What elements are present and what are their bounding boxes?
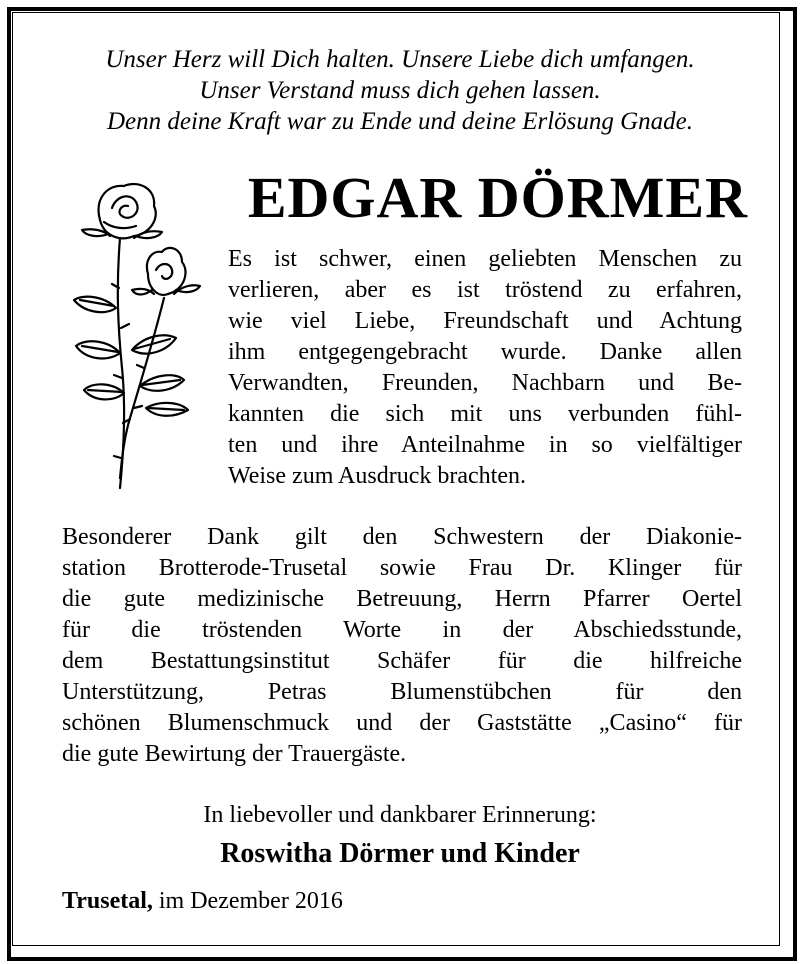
motto-line: Denn deine Kraft war zu Ende und deine Erlösung Gnade.	[106, 108, 694, 135]
thanks-paragraph	[228, 244, 742, 492]
motto-line: Unser Herz will Dich halten. Unsere Liebe dich umfangen.	[105, 46, 695, 73]
paragraph-line: verlieren, aber es ist tröstend zu erfahren,	[228, 277, 742, 303]
signers: Roswitha Dörmer und Kinder	[220, 838, 580, 869]
date: im Dezember 2016	[158, 888, 343, 914]
paragraph-line: schönen Blumenschmuck und der Gaststätte „Casino“ für	[62, 710, 742, 736]
paragraph-line: Weise zum Ausdruck brachten.	[228, 463, 526, 489]
rose-icon	[64, 178, 214, 498]
paragraph-line: Es ist schwer, einen geliebten Menschen zu	[228, 246, 742, 272]
paragraph-line: ten und ihre Anteilnahme in so vielfältiger	[228, 432, 742, 458]
motto-line: Unser Verstand muss dich gehen lassen.	[199, 77, 601, 104]
paragraph-line: kannten die sich mit uns verbunden fühl-	[228, 401, 742, 427]
paragraph-line: für die tröstenden Worte in der Abschiedsstunde,	[62, 617, 742, 643]
paragraph-line: die gute medizinische Betreuung, Herrn Pfarrer Oertel	[62, 586, 742, 612]
closing-line: In liebevoller und dankbarer Erinnerung:	[203, 802, 597, 828]
motto-verse	[20, 44, 780, 137]
paragraph-line: Verwandten, Freunden, Nachbarn und Be-	[228, 370, 742, 396]
paragraph-line: die gute Bewirtung der Trauergäste.	[62, 741, 407, 767]
paragraph-line: wie viel Liebe, Freundschaft und Achtung	[228, 308, 742, 334]
deceased-name: EDGAR DÖRMER	[247, 165, 748, 230]
paragraph-line: ihm entgegengebracht wurde. Danke allen	[228, 339, 742, 365]
paragraph-line: Besonderer Dank gilt den Schwestern der Diakonie-	[62, 524, 742, 550]
place: Trusetal,	[62, 888, 153, 914]
paragraph-line: station Brotterode-Trusetal sowie Frau Dr. Klinger für	[62, 555, 742, 581]
place-date	[62, 886, 662, 917]
paragraph-line: dem Bestattungsinstitut Schäfer für die hilfreiche	[62, 648, 742, 674]
paragraph-line: Unterstützung, Petras Blumenstübchen für den	[62, 679, 742, 705]
special-thanks-paragraph	[62, 522, 742, 770]
